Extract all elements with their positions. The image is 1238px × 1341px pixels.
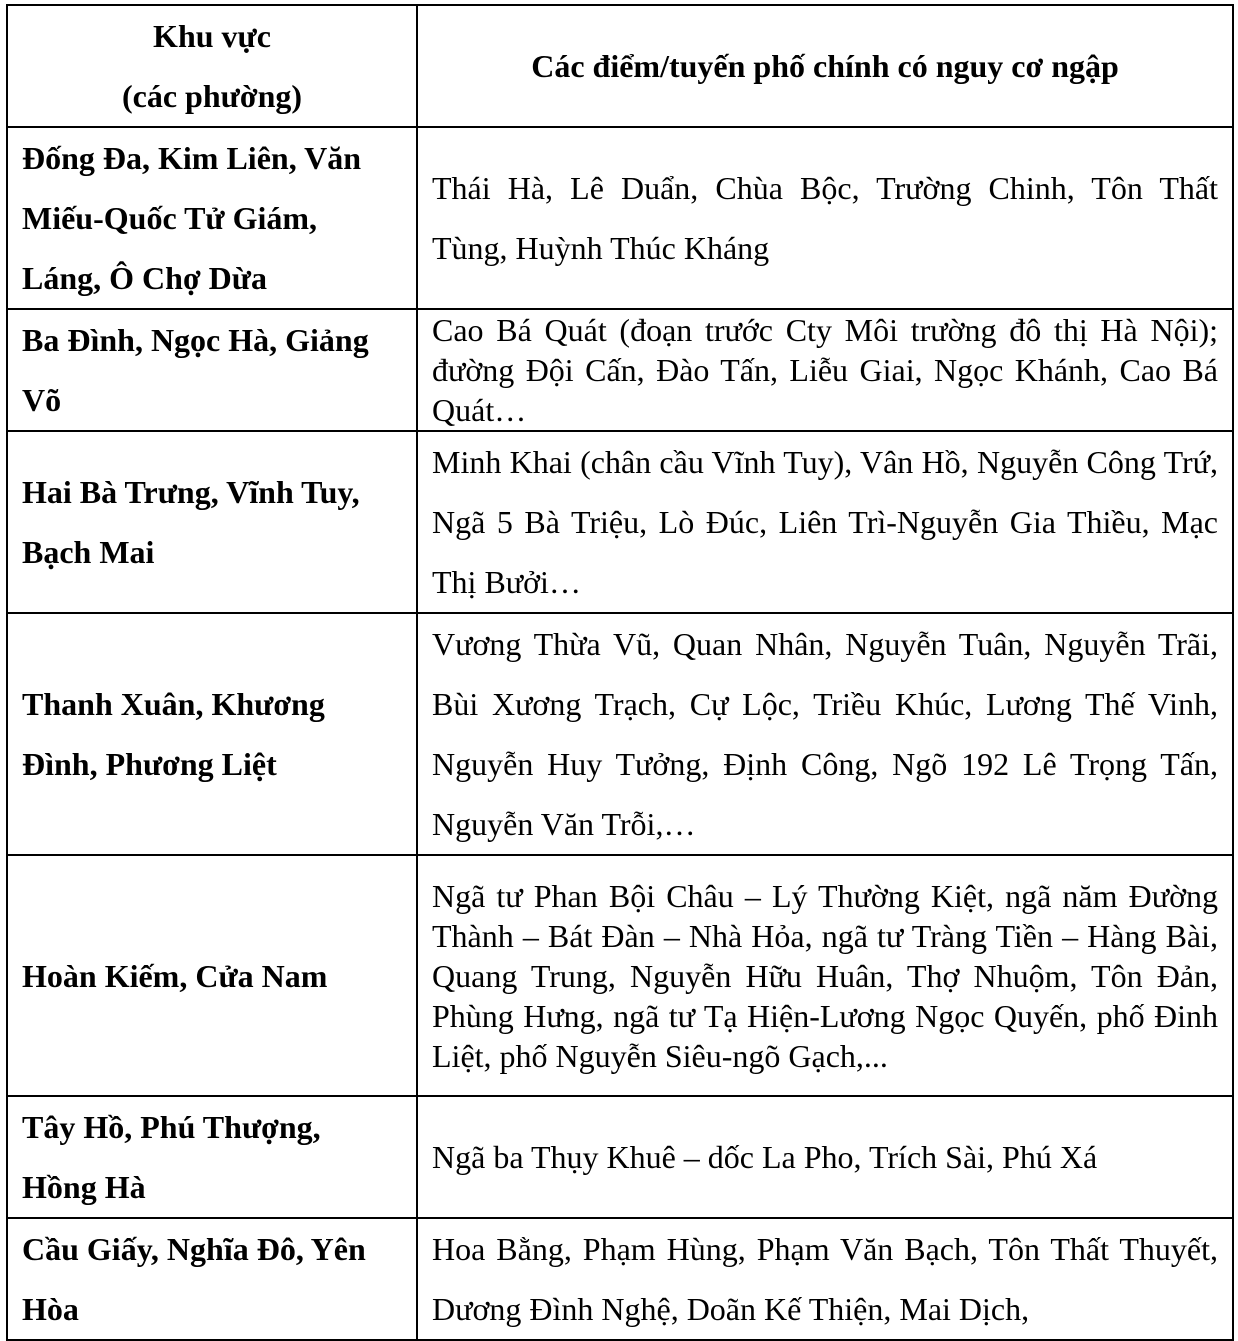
table-row <box>7 431 1233 613</box>
streets-cell: Cao Bá Quát (đoạn trước Cty Môi trường đô thị Hà Nội); đường Đội Cấn, Đào Tấn, Liễu Giai, Ngọc Khánh, Cao Bá Quát… <box>417 309 1233 431</box>
header-area-line1: Khu vực <box>153 18 271 54</box>
header-area-line2: (các phường) <box>121 78 303 114</box>
streets-cell: Ngã tư Phan Bội Châu – Lý Thường Kiệt, ngã năm Đường Thành – Bát Đàn – Nhà Hỏa, ngã tư Tràng Tiền – Hàng Bài, Quang Trung, Nguyễn Hữu Huân, Thợ Nhuộm, Tôn Đản, Phùng Hưng, ngã tư Tạ Hiện-Lương Ngọc Quyến, phố Đinh Liệt, phố Nguyễn Siêu-ngõ Gạch,... <box>417 855 1233 1096</box>
streets-cell: Minh Khai (chân cầu Vĩnh Tuy), Vân Hồ, Nguyễn Công Trứ, Ngã 5 Bà Triệu, Lò Đúc, Liên Trì-Nguyễn Gia Thiều, Mạc Thị Bưởi… <box>417 431 1233 613</box>
area-cell: Tây Hồ, Phú Thượng, Hồng Hà <box>7 1096 417 1218</box>
table-row <box>7 127 1233 309</box>
area-cell: Thanh Xuân, Khương Đình, Phương Liệt <box>7 613 417 855</box>
flood-risk-table-container <box>6 4 1234 1341</box>
table-row <box>7 855 1233 1096</box>
table-row <box>7 1096 1233 1218</box>
header-streets: Các điểm/tuyến phố chính có nguy cơ ngập <box>417 5 1233 127</box>
header-area <box>7 5 417 127</box>
streets-cell: Hoa Bằng, Phạm Hùng, Phạm Văn Bạch, Tôn Thất Thuyết, Dương Đình Nghệ, Doãn Kế Thiện, Mai Dịch, <box>417 1218 1233 1340</box>
streets-cell: Ngã ba Thụy Khuê – dốc La Pho, Trích Sài, Phú Xá <box>417 1096 1233 1218</box>
streets-cell: Vương Thừa Vũ, Quan Nhân, Nguyễn Tuân, Nguyễn Trãi, Bùi Xương Trạch, Cự Lộc, Triều Khúc, Lương Thế Vinh, Nguyễn Huy Tưởng, Định Công, Ngõ 192 Lê Trọng Tấn, Nguyễn Văn Trỗi,… <box>417 613 1233 855</box>
table-header-row <box>7 5 1233 127</box>
table-row <box>7 613 1233 855</box>
flood-risk-table <box>6 4 1234 1341</box>
streets-cell: Thái Hà, Lê Duẩn, Chùa Bộc, Trường Chinh, Tôn Thất Tùng, Huỳnh Thúc Kháng <box>417 127 1233 309</box>
area-cell: Hai Bà Trưng, Vĩnh Tuy, Bạch Mai <box>7 431 417 613</box>
area-cell: Ba Đình, Ngọc Hà, Giảng Võ <box>7 309 417 431</box>
table-row <box>7 1218 1233 1340</box>
area-cell: Cầu Giấy, Nghĩa Đô, Yên Hòa <box>7 1218 417 1340</box>
area-cell: Đống Đa, Kim Liên, Văn Miếu-Quốc Tử Giám, Láng, Ô Chợ Dừa <box>7 127 417 309</box>
area-cell: Hoàn Kiếm, Cửa Nam <box>7 855 417 1096</box>
table-row <box>7 309 1233 431</box>
